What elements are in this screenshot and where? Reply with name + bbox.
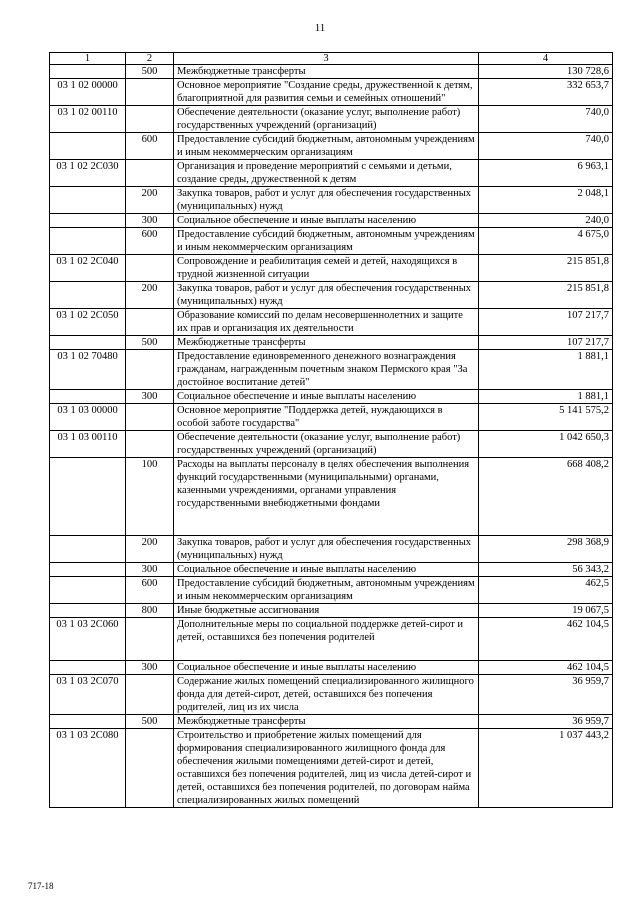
table-row [50,255,613,282]
description-cell: Предоставление субсидий бюджетным, автономным учреждениям и иным некоммерческим организациям [174,228,479,255]
expense-type-cell [126,431,174,458]
table-row [50,350,613,390]
table-row [50,214,613,228]
amount-cell: 19 067,5 [479,604,613,618]
description-cell: Социальное обеспечение и иные выплаты населению [174,390,479,404]
description-cell: Строительство и приобретение жилых помещений для формирования специализированного жилищного фонда для обеспечения жилыми помещениями детей-сирот и детей, оставшихся без попечения родителей, лиц из числа детей-сирот и детей, оставшихся без попечения родителей, по договорам найма специализированных жилых помещений [174,729,479,808]
expense-type-cell [126,106,174,133]
table-row [50,65,613,79]
budget-code-cell [50,133,126,160]
description-cell: Закупка товаров, работ и услуг для обеспечения государственных (муниципальных) нужд [174,536,479,563]
description-cell: Содержание жилых помещений специализированного жилищного фонда для детей-сирот, детей, оставшихся без попечения родителей, лиц из их числа [174,675,479,715]
amount-cell: 215 851,8 [479,282,613,309]
budget-code-cell [50,563,126,577]
description-cell: Предоставление единовременного денежного вознаграждения гражданам, награжденным почетным знаком Пермского края "За достойное воспитание детей" [174,350,479,390]
budget-code-cell [50,661,126,675]
budget-code-cell [50,214,126,228]
table-row [50,458,613,536]
description-cell: Дополнительные меры по социальной поддержке детей-сирот и детей, оставшихся без попечения родителей [174,618,479,661]
description-cell: Обеспечение деятельности (оказание услуг, выполнение работ) государственных учреждений (организаций) [174,106,479,133]
expense-type-cell: 200 [126,187,174,214]
expense-type-cell [126,404,174,431]
table-row [50,729,613,808]
page-number: 11 [314,22,326,34]
table-row [50,336,613,350]
budget-code-cell [50,228,126,255]
table-row [50,404,613,431]
table-row [50,309,613,336]
description-cell: Образование комиссий по делам несовершеннолетних и защите их прав и организация их деятельности [174,309,479,336]
budget-code-cell: 03 1 02 00110 [50,106,126,133]
description-cell: Иные бюджетные ассигнования [174,604,479,618]
expense-type-cell: 500 [126,65,174,79]
description-cell: Организация и проведение мероприятий с семьями и детьми, создание среды, дружественной к детям [174,160,479,187]
description-cell: Предоставление субсидий бюджетным, автономным учреждениям и иным некоммерческим организациям [174,577,479,604]
amount-cell: 332 653,7 [479,79,613,106]
description-cell: Предоставление субсидий бюджетным, автономным учреждениям и иным некоммерческим организациям [174,133,479,160]
table-row [50,160,613,187]
description-cell: Расходы на выплаты персоналу в целях обеспечения выполнения функций государственными (муниципальными) органами, казенными учреждениями, органами управления государственными внебюджетными фондами [174,458,479,536]
amount-cell: 107 217,7 [479,309,613,336]
expense-type-cell: 600 [126,577,174,604]
table-row [50,618,613,661]
budget-table [49,52,613,808]
expense-type-cell: 300 [126,661,174,675]
budget-code-cell [50,577,126,604]
table-row [50,282,613,309]
budget-code-cell: 03 1 02 70480 [50,350,126,390]
expense-type-cell: 800 [126,604,174,618]
table-body [50,65,613,808]
description-cell: Обеспечение деятельности (оказание услуг, выполнение работ) государственных учреждений (организаций) [174,431,479,458]
table-row [50,604,613,618]
budget-code-cell [50,715,126,729]
expense-type-cell [126,729,174,808]
column-header-4: 4 [479,53,613,65]
table-row [50,187,613,214]
amount-cell: 1 037 443,2 [479,729,613,808]
expense-type-cell: 200 [126,282,174,309]
expense-type-cell [126,350,174,390]
table-row [50,228,613,255]
expense-type-cell: 600 [126,133,174,160]
column-header-3: 3 [174,53,479,65]
budget-code-cell: 03 1 02 2C030 [50,160,126,187]
budget-code-cell: 03 1 03 00110 [50,431,126,458]
description-cell: Сопровождение и реабилитация семей и детей, находящихся в трудной жизненной ситуации [174,255,479,282]
amount-cell: 215 851,8 [479,255,613,282]
expense-type-cell [126,618,174,661]
budget-code-cell [50,390,126,404]
expense-type-cell [126,675,174,715]
description-cell: Межбюджетные трансферты [174,715,479,729]
description-cell: Основное мероприятие "Поддержка детей, нуждающихся в особой заботе государства" [174,404,479,431]
amount-cell: 668 408,2 [479,458,613,536]
description-cell: Закупка товаров, работ и услуг для обеспечения государственных (муниципальных) нужд [174,282,479,309]
amount-cell: 240,0 [479,214,613,228]
table-row [50,390,613,404]
table-row [50,431,613,458]
description-cell: Межбюджетные трансферты [174,65,479,79]
budget-code-cell: 03 1 02 00000 [50,79,126,106]
amount-cell: 36 959,7 [479,675,613,715]
description-cell: Социальное обеспечение и иные выплаты населению [174,661,479,675]
amount-cell: 462 104,5 [479,661,613,675]
amount-cell: 1 042 650,3 [479,431,613,458]
expense-type-cell [126,79,174,106]
expense-type-cell: 300 [126,563,174,577]
amount-cell: 462,5 [479,577,613,604]
description-cell: Основное мероприятие "Создание среды, дружественной к детям, благоприятной для развития семьи и семейных отношений" [174,79,479,106]
budget-code-cell [50,336,126,350]
amount-cell: 462 104,5 [479,618,613,661]
amount-cell: 1 881,1 [479,350,613,390]
budget-code-cell [50,604,126,618]
budget-code-cell: 03 1 03 00000 [50,404,126,431]
table-row [50,675,613,715]
table-row [50,106,613,133]
amount-cell: 2 048,1 [479,187,613,214]
description-cell: Социальное обеспечение и иные выплаты населению [174,214,479,228]
amount-cell: 107 217,7 [479,336,613,350]
budget-code-cell: 03 1 02 2C040 [50,255,126,282]
budget-code-cell [50,536,126,563]
expense-type-cell: 300 [126,390,174,404]
budget-code-cell: 03 1 03 2C080 [50,729,126,808]
amount-cell: 1 881,1 [479,390,613,404]
budget-code-cell [50,458,126,536]
expense-type-cell: 500 [126,336,174,350]
amount-cell: 5 141 575,2 [479,404,613,431]
amount-cell: 740,0 [479,106,613,133]
expense-type-cell [126,309,174,336]
budget-code-cell [50,65,126,79]
expense-type-cell [126,255,174,282]
expense-type-cell [126,160,174,187]
amount-cell: 4 675,0 [479,228,613,255]
budget-code-cell: 03 1 03 2C060 [50,618,126,661]
expense-type-cell: 500 [126,715,174,729]
table-row [50,563,613,577]
table-row [50,79,613,106]
table-row [50,715,613,729]
budget-code-cell: 03 1 02 2C050 [50,309,126,336]
description-cell: Закупка товаров, работ и услуг для обеспечения государственных (муниципальных) нужд [174,187,479,214]
budget-code-cell [50,187,126,214]
amount-cell: 36 959,7 [479,715,613,729]
column-header-row [50,53,613,65]
expense-type-cell: 100 [126,458,174,536]
amount-cell: 56 343,2 [479,563,613,577]
table-row [50,536,613,563]
budget-code-cell [50,282,126,309]
table-row [50,133,613,160]
amount-cell: 298 368,9 [479,536,613,563]
expense-type-cell: 200 [126,536,174,563]
amount-cell: 6 963,1 [479,160,613,187]
expense-type-cell: 600 [126,228,174,255]
budget-code-cell: 03 1 03 2C070 [50,675,126,715]
description-cell: Социальное обеспечение и иные выплаты населению [174,563,479,577]
footer-code: 717-18 [28,881,54,891]
column-header-2: 2 [126,53,174,65]
description-cell: Межбюджетные трансферты [174,336,479,350]
table-row [50,577,613,604]
expense-type-cell: 300 [126,214,174,228]
amount-cell: 130 728,6 [479,65,613,79]
table-row [50,661,613,675]
column-header-1: 1 [50,53,126,65]
amount-cell: 740,0 [479,133,613,160]
